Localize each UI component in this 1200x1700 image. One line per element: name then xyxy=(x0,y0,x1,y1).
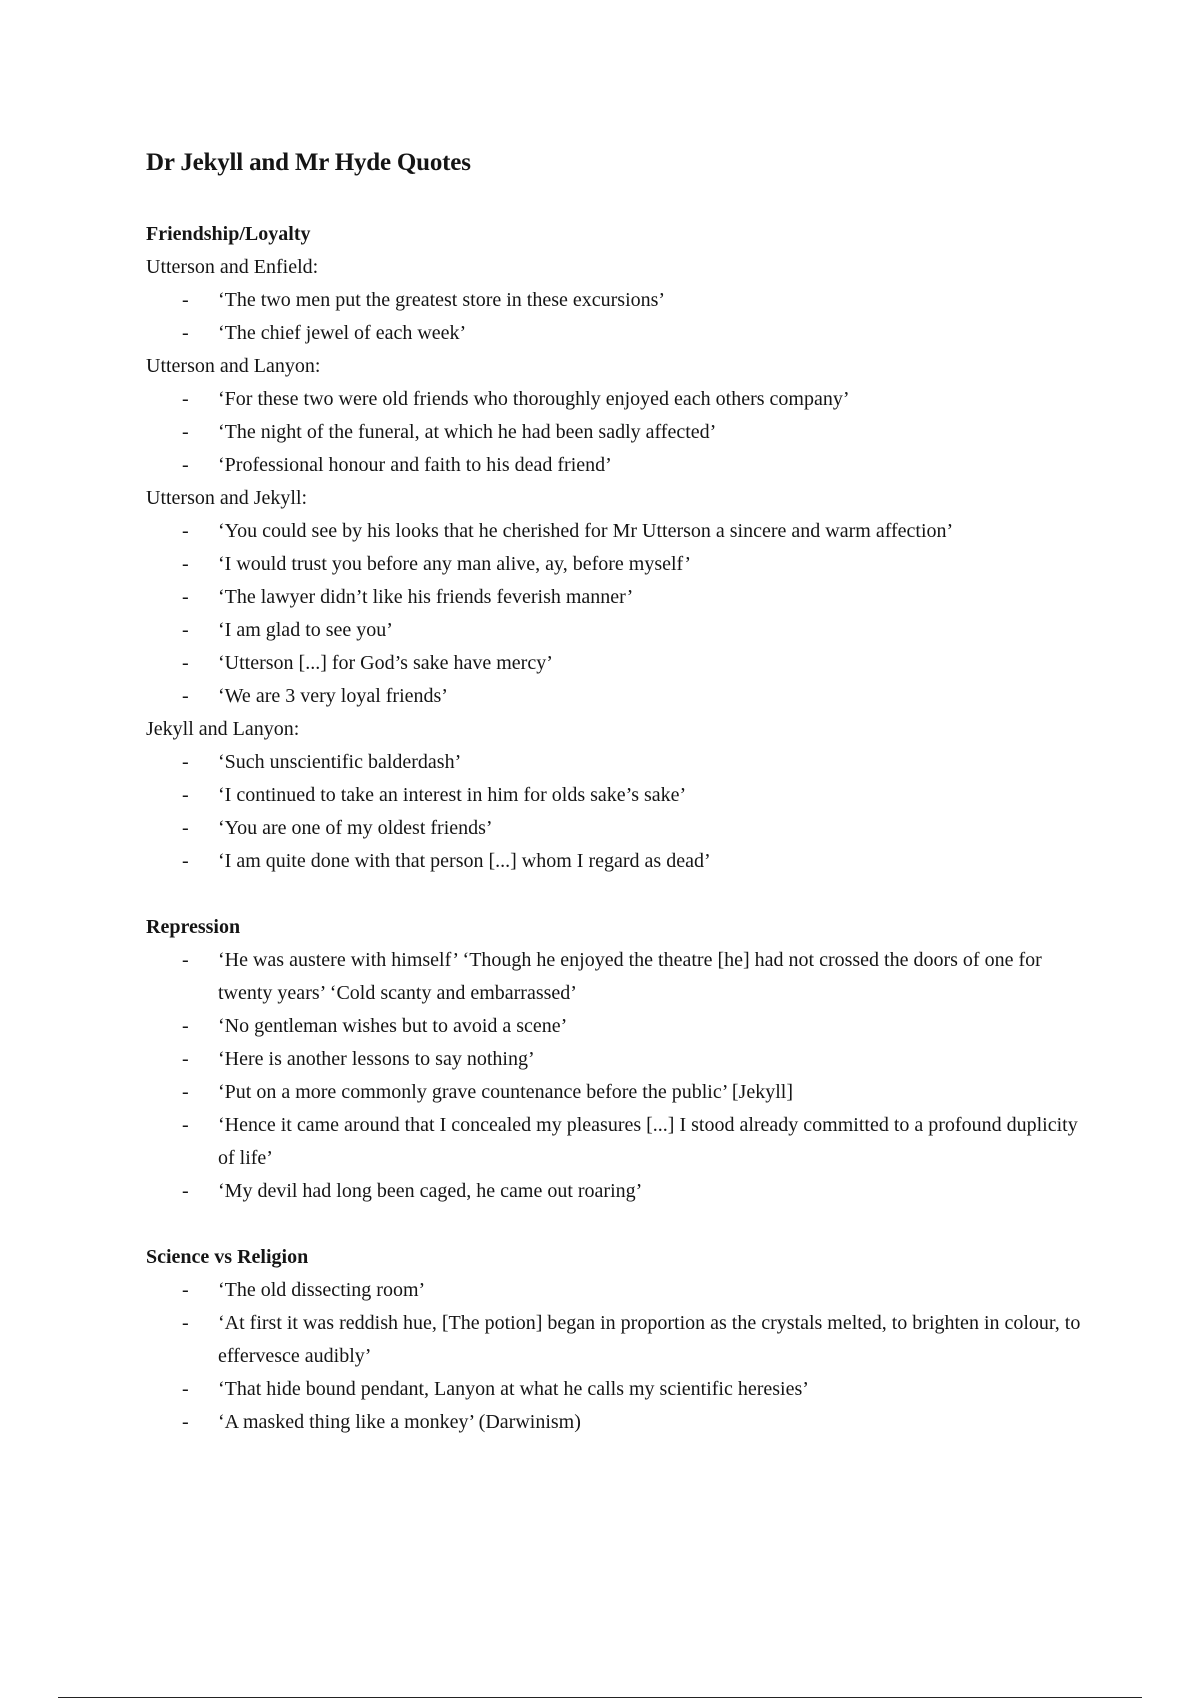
section-heading: Friendship/Loyalty xyxy=(146,223,311,245)
quote-item xyxy=(146,1043,1096,1076)
bullet-dash: - xyxy=(182,1411,189,1433)
quote-text: ‘The lawyer didn’t like his friends feverish manner’ xyxy=(218,586,634,608)
quote-text: ‘Professional honour and faith to his dead friend’ xyxy=(218,454,612,476)
bullet-dash: - xyxy=(182,388,189,410)
quote-list xyxy=(146,944,1096,1208)
quote-item xyxy=(146,845,1096,878)
bullet-dash: - xyxy=(182,850,189,872)
quote-item xyxy=(146,284,1096,317)
bullet-dash: - xyxy=(182,586,189,608)
quote-text: ‘The old dissecting room’ xyxy=(218,1279,426,1301)
bullet-dash: - xyxy=(182,1114,189,1136)
quote-text: ‘You are one of my oldest friends’ xyxy=(218,817,493,839)
quote-item xyxy=(146,812,1096,845)
bullet-dash: - xyxy=(182,454,189,476)
quote-item xyxy=(146,317,1096,350)
bullet-dash: - xyxy=(182,1081,189,1103)
group-label: Utterson and Enfield: xyxy=(146,256,319,278)
quote-text: ‘The night of the funeral, at which he had been sadly affected’ xyxy=(218,421,717,443)
quote-text: ‘That hide bound pendant, Lanyon at what he calls my scientific heresies’ xyxy=(218,1378,809,1400)
group-label: Jekyll and Lanyon: xyxy=(146,718,300,740)
quote-item xyxy=(146,1175,1096,1208)
quote-text: ‘I continued to take an interest in him for olds sake’s sake’ xyxy=(218,784,687,806)
quote-item xyxy=(146,449,1096,482)
quote-text: ‘I am quite done with that person [...] whom I regard as dead’ xyxy=(218,850,711,872)
section-repression xyxy=(146,911,1096,1208)
bullet-dash: - xyxy=(182,1279,189,1301)
quote-item xyxy=(146,779,1096,812)
bullet-dash: - xyxy=(182,784,189,806)
section-science-vs-religion xyxy=(146,1241,1096,1439)
group-label: Utterson and Jekyll: xyxy=(146,487,308,509)
section-heading: Science vs Religion xyxy=(146,1246,309,1268)
quote-item xyxy=(146,548,1096,581)
quote-text: ‘No gentleman wishes but to avoid a scene’ xyxy=(218,1015,568,1037)
quote-text: ‘At first it was reddish hue, [The potion] began in proportion as the crystals melted, to brighten in colour, to effervesce audibly’ xyxy=(218,1312,1081,1367)
document-page xyxy=(146,146,1096,1472)
bullet-dash: - xyxy=(182,289,189,311)
quote-list xyxy=(146,515,1096,713)
bullet-dash: - xyxy=(182,1378,189,1400)
quote-text: ‘Such unscientific balderdash’ xyxy=(218,751,462,773)
bullet-dash: - xyxy=(182,619,189,641)
quote-text: ‘Utterson [...] for God’s sake have mercy’ xyxy=(218,652,553,674)
quote-text: ‘We are 3 very loyal friends’ xyxy=(218,685,448,707)
quote-text: ‘I am glad to see you’ xyxy=(218,619,393,641)
bullet-dash: - xyxy=(182,1312,189,1334)
footer-divider xyxy=(58,1697,1142,1698)
bullet-dash: - xyxy=(182,1048,189,1070)
quote-text: ‘Put on a more commonly grave countenance before the public’ [Jekyll] xyxy=(218,1081,793,1103)
quote-item xyxy=(146,944,1096,1010)
quote-text: ‘Here is another lessons to say nothing’ xyxy=(218,1048,535,1070)
group-label: Utterson and Lanyon: xyxy=(146,355,321,377)
quote-text: ‘A masked thing like a monkey’ (Darwinism) xyxy=(218,1411,581,1433)
quote-item xyxy=(146,1109,1096,1175)
quote-text: ‘Hence it came around that I concealed my pleasures [...] I stood already committed to a profound duplicity of life’ xyxy=(218,1114,1078,1169)
bullet-dash: - xyxy=(182,685,189,707)
bullet-dash: - xyxy=(182,1015,189,1037)
document-title: Dr Jekyll and Mr Hyde Quotes xyxy=(146,149,471,176)
quote-text: ‘My devil had long been caged, he came out roaring’ xyxy=(218,1180,643,1202)
quote-item xyxy=(146,614,1096,647)
quote-list xyxy=(146,1274,1096,1439)
section-friendship-loyalty xyxy=(146,218,1096,878)
quote-item xyxy=(146,1274,1096,1307)
quote-item xyxy=(146,647,1096,680)
bullet-dash: - xyxy=(182,949,189,971)
bullet-dash: - xyxy=(182,817,189,839)
quote-item xyxy=(146,1010,1096,1043)
quote-text: ‘The two men put the greatest store in these excursions’ xyxy=(218,289,666,311)
quote-item xyxy=(146,1406,1096,1439)
quote-text: ‘For these two were old friends who thoroughly enjoyed each others company’ xyxy=(218,388,850,410)
quote-item xyxy=(146,1307,1096,1373)
quote-item xyxy=(146,1076,1096,1109)
quote-text: ‘He was austere with himself’ ‘Though he enjoyed the theatre [he] had not crossed the doors of one for twenty years’ ‘Cold scanty and embarrassed’ xyxy=(218,949,1042,1004)
section-heading: Repression xyxy=(146,916,241,938)
bullet-dash: - xyxy=(182,652,189,674)
bullet-dash: - xyxy=(182,751,189,773)
quote-item xyxy=(146,383,1096,416)
quote-item xyxy=(146,581,1096,614)
quote-item xyxy=(146,746,1096,779)
quote-text: ‘I would trust you before any man alive, ay, before myself’ xyxy=(218,553,691,575)
bullet-dash: - xyxy=(182,553,189,575)
quote-list xyxy=(146,284,1096,350)
bullet-dash: - xyxy=(182,1180,189,1202)
quote-item xyxy=(146,1373,1096,1406)
quote-list xyxy=(146,383,1096,482)
bullet-dash: - xyxy=(182,421,189,443)
quote-text: ‘You could see by his looks that he cherished for Mr Utterson a sincere and warm affection’ xyxy=(218,520,954,542)
quote-text: ‘The chief jewel of each week’ xyxy=(218,322,467,344)
quote-item xyxy=(146,515,1096,548)
quote-list xyxy=(146,746,1096,878)
bullet-dash: - xyxy=(182,520,189,542)
sections-container xyxy=(146,218,1096,1439)
bullet-dash: - xyxy=(182,322,189,344)
quote-item xyxy=(146,680,1096,713)
quote-item xyxy=(146,416,1096,449)
